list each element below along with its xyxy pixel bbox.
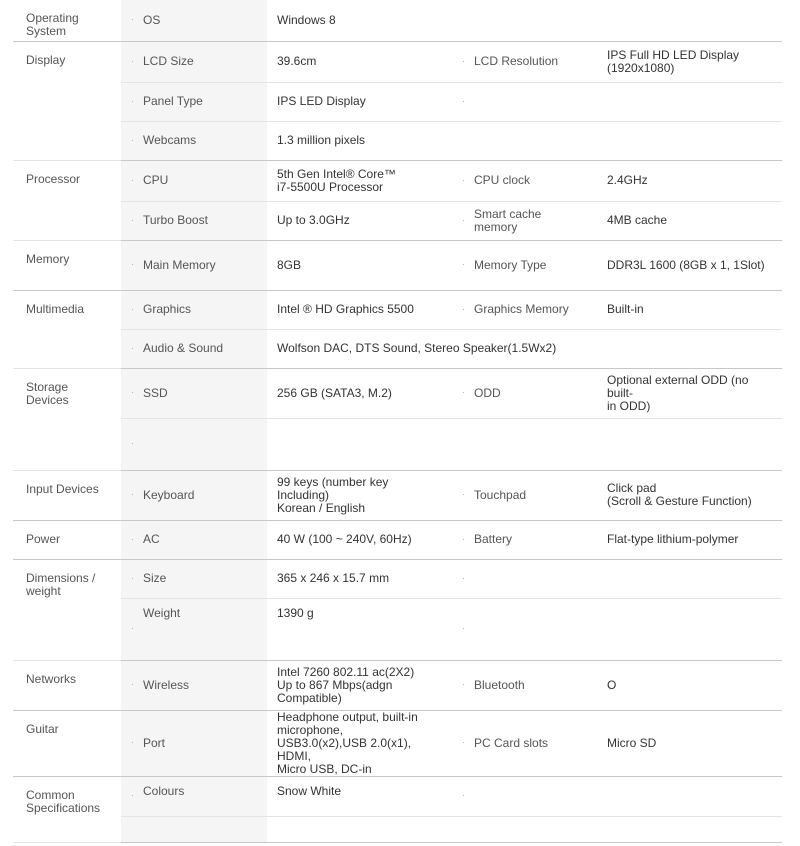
spec-label: [121, 82, 267, 121]
spec-label-2: [452, 520, 597, 559]
spec-label: [121, 329, 267, 368]
spec-value: [267, 160, 452, 201]
spec-label-2-text: PC Card slots: [474, 735, 549, 750]
bullet-icon: ·: [462, 174, 465, 185]
spec-row: [13, 520, 782, 559]
spec-row: [13, 290, 782, 329]
spec-row: [13, 598, 782, 660]
spec-value-text: 40 W (100 ~ 240V, 60Hz): [277, 532, 412, 546]
spec-value-2: [597, 201, 782, 240]
spec-label-text: LCD Size: [143, 54, 194, 68]
spec-label-2: [452, 470, 597, 520]
bullet-icon: ·: [131, 572, 134, 583]
spec-value-text: 39.6cm: [277, 54, 317, 68]
spec-row: [13, 82, 782, 121]
spec-value: [267, 201, 452, 240]
spec-value: [267, 776, 452, 816]
spec-value: [267, 710, 452, 776]
bullet-icon: ·: [462, 303, 465, 314]
spec-label-2: [452, 240, 597, 290]
spec-value-text: 365 x 246 x 15.7 mm: [277, 571, 390, 585]
spec-value: [267, 816, 452, 842]
spec-label-2: [452, 816, 597, 842]
spec-label-text: Turbo Boost: [143, 213, 208, 227]
bullet-icon: ·: [131, 95, 134, 106]
category-label: Common Specifications: [13, 776, 121, 842]
spec-label: [121, 290, 267, 329]
spec-value-text: 1.3 million pixels: [277, 133, 366, 147]
spec-label-2-text: Bluetooth: [474, 677, 525, 692]
spec-row: [13, 121, 782, 160]
spec-value-2: [597, 776, 782, 816]
spec-value: [267, 240, 452, 290]
spec-value: [267, 41, 452, 82]
spec-label: [121, 598, 267, 660]
spec-value-2: [597, 82, 782, 121]
bullet-icon: ·: [131, 678, 134, 689]
spec-value-text: 99 keys (number key Including) Korean / English: [277, 474, 389, 515]
spec-value-text: 1390 g: [277, 605, 314, 620]
spec-value-2-text: Micro SD: [607, 735, 657, 750]
spec-label: [121, 776, 267, 816]
spec-row: [13, 559, 782, 598]
spec-label-2: [452, 418, 597, 470]
spec-label-2-text: ODD: [474, 385, 501, 400]
spec-label-2: [452, 559, 597, 598]
spec-value: [267, 660, 452, 710]
spec-value-text: 8GB: [277, 257, 302, 272]
bullet-icon: ·: [131, 258, 134, 269]
category-label: Networks: [13, 660, 121, 710]
spec-row: [13, 0, 782, 41]
spec-row: [13, 201, 782, 240]
category-label: Input Devices: [13, 470, 121, 520]
spec-label-2: [452, 0, 597, 41]
spec-value-2: [597, 710, 782, 776]
spec-label: [121, 418, 267, 470]
category-label: Power: [13, 520, 121, 559]
spec-value-2-text: 4MB cache: [607, 213, 668, 227]
spec-value-text: Wolfson DAC, DTS Sound, Stereo Speaker(1.5Wx2): [277, 341, 557, 355]
bullet-icon: ·: [462, 678, 465, 689]
spec-value: [267, 470, 452, 520]
spec-table: [13, 0, 782, 843]
bullet-icon: ·: [462, 533, 465, 544]
spec-value: [267, 598, 452, 660]
spec-value-text: Up to 3.0GHz: [277, 213, 350, 227]
bullet-icon: ·: [462, 258, 465, 269]
bullet-icon: ·: [131, 134, 134, 145]
spec-value-2-text: IPS Full HD LED Display (1920x1080): [607, 47, 740, 75]
spec-label-2: [452, 121, 597, 160]
spec-value-2-text: Built-in: [607, 302, 644, 316]
spec-value-2: [597, 559, 782, 598]
spec-label-text: Webcams: [143, 133, 197, 147]
spec-label-2: [452, 710, 597, 776]
spec-label-2: [452, 41, 597, 82]
spec-value: [267, 82, 452, 121]
spec-row: [13, 660, 782, 710]
spec-value-text: Intel 7260 802.11 ac(2X2) Up to 867 Mbps(adgn Compatible): [277, 664, 415, 705]
spec-value-2-text: O: [607, 677, 617, 692]
spec-label-text: Wireless: [143, 677, 190, 692]
spec-label: [121, 121, 267, 160]
spec-label: [121, 520, 267, 559]
spec-label-2: [452, 201, 597, 240]
spec-label: [121, 660, 267, 710]
spec-value-text: Snow White: [277, 783, 342, 798]
spec-label-text: Keyboard: [143, 487, 195, 502]
category-label: Multimedia: [13, 290, 121, 368]
spec-value-2-text: Flat-type lithium-polymer: [607, 532, 739, 546]
bullet-icon: ·: [131, 174, 134, 185]
spec-value-text: Intel ® HD Graphics 5500: [277, 302, 414, 316]
spec-label-2: [452, 160, 597, 201]
spec-row: [13, 710, 782, 776]
spec-label: [121, 41, 267, 82]
bullet-icon: ·: [131, 55, 134, 66]
spec-label: [121, 240, 267, 290]
spec-label: [121, 710, 267, 776]
spec-value-2: [597, 598, 782, 660]
spec-value-text: Windows 8: [277, 12, 336, 27]
spec-row: [13, 816, 782, 842]
spec-label-2-text: CPU clock: [474, 173, 531, 187]
spec-label-2-text: LCD Resolution: [474, 54, 559, 68]
category-label: Dimensions / weight: [13, 559, 121, 660]
spec-label-2: [452, 598, 597, 660]
category-label: Processor: [13, 160, 121, 240]
spec-label-text: Main Memory: [143, 257, 216, 272]
spec-row: [13, 41, 782, 82]
spec-label-text: SSD: [143, 385, 168, 400]
spec-value-2: [597, 121, 782, 160]
spec-value: [267, 520, 452, 559]
spec-value-2-text: Optional external ODD (no built- in ODD): [607, 372, 749, 413]
bullet-icon: ·: [131, 533, 134, 544]
spec-value: [267, 121, 452, 160]
bullet-icon: ·: [131, 214, 134, 225]
spec-value-2: [597, 290, 782, 329]
spec-row: [13, 418, 782, 470]
spec-label-text: CPU: [143, 173, 169, 187]
spec-label-text: Port: [143, 735, 166, 750]
spec-label-text: Panel Type: [143, 94, 203, 108]
bullet-icon: ·: [131, 437, 134, 448]
spec-value: [267, 0, 452, 41]
spec-value-2: [597, 368, 782, 418]
spec-value-2-text: 2.4GHz: [607, 173, 648, 187]
spec-label: [121, 470, 267, 520]
spec-label-2: [452, 776, 597, 816]
spec-value: [267, 290, 452, 329]
spec-label-2-text: Smart cache memory: [474, 206, 542, 234]
bullet-icon: ·: [462, 488, 465, 499]
spec-label-text: OS: [143, 12, 161, 27]
spec-value-2: [597, 0, 782, 41]
bullet-icon: ·: [131, 386, 134, 397]
spec-value: [267, 559, 452, 598]
spec-value: [267, 418, 452, 470]
category-label: Display: [13, 41, 121, 160]
bullet-icon: ·: [131, 303, 134, 314]
bullet-icon: ·: [462, 214, 465, 225]
bullet-icon: ·: [462, 789, 465, 800]
spec-value-2-text: DDR3L 1600 (8GB x 1, 1Slot): [607, 257, 765, 272]
spec-label-2-text: Battery: [474, 532, 513, 546]
spec-label-2-text: Memory Type: [474, 257, 547, 272]
spec-label-2: [452, 368, 597, 418]
bullet-icon: ·: [131, 736, 134, 747]
spec-label-2: [452, 290, 597, 329]
spec-label-2-text: Touchpad: [474, 487, 527, 502]
spec-label-text: Weight: [143, 605, 181, 620]
category-label: Memory: [13, 240, 121, 290]
spec-value-2: [597, 816, 782, 842]
spec-label-2-text: Graphics Memory: [474, 302, 569, 316]
bullet-icon: ·: [131, 789, 134, 800]
spec-label-text: AC: [143, 532, 160, 546]
spec-row: [13, 160, 782, 201]
bullet-icon: ·: [131, 14, 134, 25]
spec-label-2: [452, 82, 597, 121]
spec-label: [121, 368, 267, 418]
spec-value-2: [597, 660, 782, 710]
spec-value-2: [597, 470, 782, 520]
spec-value-2: [597, 240, 782, 290]
spec-value-2: [597, 41, 782, 82]
spec-row: [13, 776, 782, 816]
spec-label-2: [452, 660, 597, 710]
spec-value-text: Headphone output, built-in microphone, USB3.0(x2),USB 2.0(x1), HDMI, Micro USB, DC-in: [277, 709, 418, 776]
spec-value-2: [597, 418, 782, 470]
spec-value-text: 256 GB (SATA3, M.2): [277, 385, 392, 400]
category-label: Guitar: [13, 710, 121, 776]
bullet-icon: ·: [462, 55, 465, 66]
spec-label: [121, 201, 267, 240]
spec-label-text: Audio & Sound: [143, 341, 224, 355]
spec-value: [267, 368, 452, 418]
spec-value-text: 5th Gen Intel® Core™ i7-5500U Processor: [277, 166, 396, 194]
bullet-icon: ·: [131, 342, 134, 353]
bullet-icon: ·: [131, 622, 134, 633]
spec-row: [13, 368, 782, 418]
spec-label-text: Colours: [143, 783, 185, 798]
bullet-icon: ·: [131, 488, 134, 499]
spec-value-2-text: Click pad (Scroll & Gesture Function): [607, 481, 752, 508]
spec-value-text: IPS LED Display: [277, 94, 366, 108]
spec-label: [121, 559, 267, 598]
spec-value-2: [597, 160, 782, 201]
category-label: Storage Devices: [13, 368, 121, 470]
spec-row: [13, 329, 782, 368]
bullet-icon: ·: [462, 386, 465, 397]
spec-label: [121, 0, 267, 41]
spec-label: [121, 160, 267, 201]
spec-row: [13, 240, 782, 290]
spec-value: [267, 329, 782, 368]
spec-label-text: Graphics: [143, 302, 192, 316]
spec-label-text: Size: [143, 571, 167, 585]
spec-row: [13, 470, 782, 520]
bullet-icon: ·: [462, 572, 465, 583]
category-label: Operating System: [13, 0, 121, 41]
spec-label: [121, 816, 267, 842]
bullet-icon: ·: [462, 622, 465, 633]
spec-value-2: [597, 520, 782, 559]
bullet-icon: ·: [462, 95, 465, 106]
bullet-icon: ·: [462, 736, 465, 747]
